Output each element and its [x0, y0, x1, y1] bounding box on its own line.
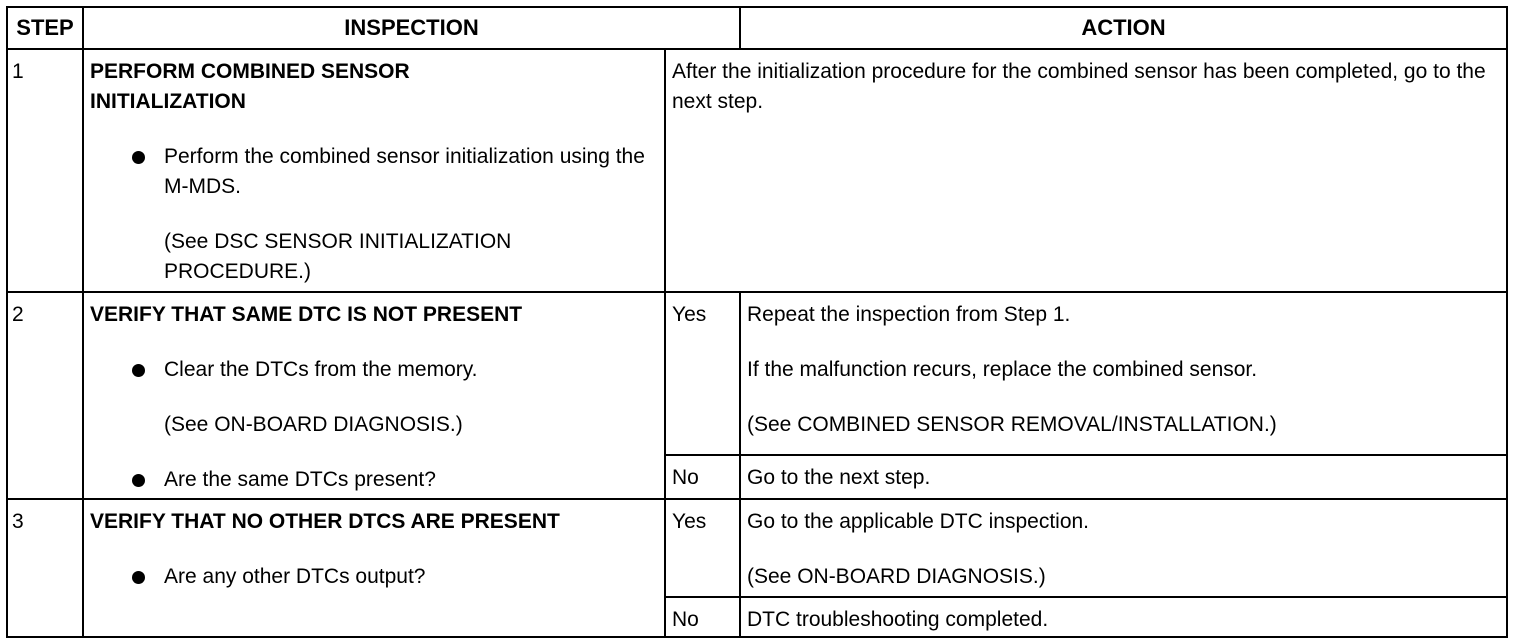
- action-cell: After the initialization procedure for the combined sensor has been completed, go to the next step.: [665, 49, 1507, 292]
- yes-action-cell: [740, 499, 1507, 597]
- bullet-text: Are any other DTCs output?: [164, 564, 426, 588]
- bullet-item: [90, 142, 658, 202]
- reference-note: (See ON-BOARD DIAGNOSIS.): [164, 413, 463, 437]
- action-line: (See COMBINED SENSOR REMOVAL/INSTALLATION.): [747, 413, 1277, 437]
- action-line: Go to the applicable DTC inspection.: [747, 509, 1090, 533]
- bullet-icon: [132, 151, 145, 164]
- bullet-icon: [132, 571, 145, 584]
- inspection-cell: [83, 499, 665, 637]
- bullet-text: Perform the combined sensor initialization using the M-MDS.: [164, 145, 645, 199]
- action-line: Repeat the inspection from Step 1.: [747, 303, 1071, 327]
- inspection-cell: [83, 49, 665, 292]
- table-row-step-3-yes: [7, 499, 1507, 597]
- reference-note: (See DSC SENSOR INITIALIZATION PROCEDURE.): [164, 230, 512, 284]
- step-number: 2: [7, 292, 83, 498]
- action-line: If the malfunction recurs, replace the combined sensor.: [747, 358, 1258, 382]
- step-number: 1: [7, 49, 83, 292]
- bullet-text: Clear the DTCs from the memory.: [164, 358, 478, 382]
- step-title: PERFORM COMBINED SENSOR INITIALIZATION: [90, 60, 410, 114]
- troubleshooting-table: [6, 6, 1508, 638]
- no-label: No: [665, 597, 740, 637]
- no-action-cell: Go to the next step.: [740, 455, 1507, 499]
- bullet-item: [90, 355, 658, 385]
- header-row: [7, 7, 1507, 49]
- bullet-item: [90, 465, 658, 495]
- bullet-icon: [132, 364, 145, 377]
- action-header: ACTION: [740, 7, 1507, 49]
- action-line: (See ON-BOARD DIAGNOSIS.): [747, 564, 1046, 588]
- bullet-icon: [132, 474, 145, 487]
- step-title: VERIFY THAT SAME DTC IS NOT PRESENT: [90, 303, 523, 327]
- bullet-text: Are the same DTCs present?: [164, 468, 436, 492]
- table-row-step-1: [7, 49, 1507, 292]
- yes-action-cell: [740, 292, 1507, 454]
- table-row-step-2-yes: [7, 292, 1507, 454]
- step-number: 3: [7, 499, 83, 637]
- inspection-header: INSPECTION: [83, 7, 740, 49]
- yes-label: Yes: [665, 499, 740, 597]
- inspection-cell: [83, 292, 665, 498]
- step-header: STEP: [7, 7, 83, 49]
- yes-label: Yes: [665, 292, 740, 454]
- no-action-cell: DTC troubleshooting completed.: [740, 597, 1507, 637]
- step-title: VERIFY THAT NO OTHER DTCS ARE PRESENT: [90, 509, 560, 533]
- bullet-item: [90, 562, 658, 592]
- no-label: No: [665, 455, 740, 499]
